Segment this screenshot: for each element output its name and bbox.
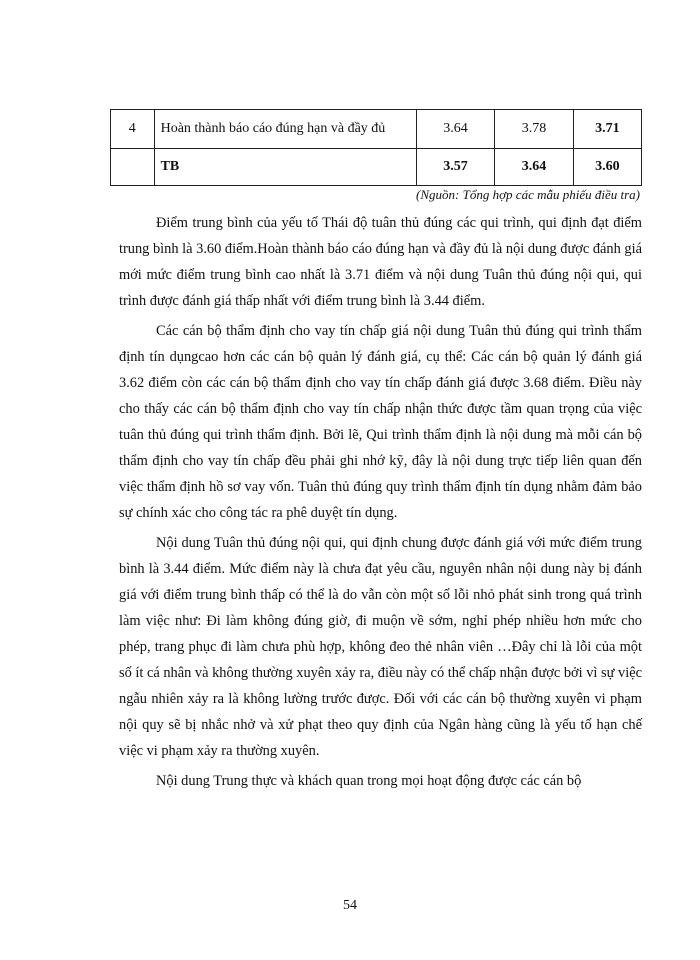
- row-number: 4: [111, 110, 155, 149]
- row-number: [111, 149, 155, 186]
- paragraph: Nội dung Tuân thủ đúng nội qui, qui định chung được đánh giá với mức điểm trung bình là 3.44 điểm. Mức điểm này là chưa đạt yêu cầu, nguyên nhân nội dung này bị đánh giá với điểm trung bình thấp có thể là do vẫn còn một số lỗi nhỏ phát sinh trong quá trình làm việc như: Đi làm không đúng giờ, đi muộn về sớm, nghỉ phép nhiều hơn mức cho phép, trang phục đi làm chưa phù hợp, không đeo thẻ nhân viên …Đây chỉ là lỗi của một số ít cá nhân và không thường xuyên xảy ra, điều này có thể chấp nhận được bởi vì sự việc ngẫu nhiên xảy ra là không lường trước được. Đối với các cán bộ thường xuyên vi phạm nội quy sẽ bị nhắc nhở và xử phạt theo quy định của Ngân hàng cũng là yếu tố hạn chế việc vi phạm xảy ra thường xuyên.: [119, 535, 642, 759]
- paragraph: Nội dung Trung thực và khách quan trong mọi hoạt động được các cán bộ: [156, 773, 582, 789]
- paragraph: Điểm trung bình của yếu tố Thái độ tuân thủ đúng các qui trình, qui định đạt điểm trung bình là 3.60 điểm.Hoàn thành báo cáo đúng hạn và đầy đủ là nội dung được đánh giá mới mức điểm trung bình cao nhất là 3.71 điểm và nội dung Tuân thủ đúng nội qui, qui trình được đánh giá thấp nhất với điểm trung bình là 3.44 điểm.: [119, 215, 642, 309]
- body-text: [119, 210, 642, 794]
- paragraph: Các cán bộ thẩm định cho vay tín chấp giá nội dung Tuân thủ đúng qui trình thẩm định tín dụngcao hơn các cán bộ quản lý đánh giá, cụ thể: Các cán bộ quản lý đánh giá 3.62 điểm còn các cán bộ thẩm định cho vay tín chấp đánh giá được 3.68 điểm. Điều này cho thấy các cán bộ thẩm định cho vay tín chấp nhận thức được tầm quan trọng của việc tuân thủ đúng qui trình thẩm định. Bởi lẽ, Qui trình thẩm định là nội dung mà mỗi cán bộ thẩm định cho vay tín chấp đều phải ghi nhớ kỹ, đây là nội dung trực tiếp liên quan đến việc thẩm định hồ sơ vay vốn. Tuân thủ đúng quy trình thẩm định tín dụng nhằm đảm bảo sự chính xác cho công tác ra phê duyệt tín dụng.: [119, 323, 642, 521]
- row-criterion: Hoàn thành báo cáo đúng hạn và đầy đủ: [154, 110, 416, 149]
- row-value-3: 3.71: [573, 110, 641, 149]
- row-value-3: 3.60: [573, 149, 641, 186]
- page-number: 54: [343, 898, 357, 913]
- table-row: [111, 149, 642, 186]
- table-row: [111, 110, 642, 149]
- score-table: [110, 109, 642, 186]
- row-value-2: 3.78: [495, 110, 574, 149]
- row-value-2: 3.64: [495, 149, 574, 186]
- row-value-1: 3.57: [416, 149, 495, 186]
- row-value-1: 3.64: [416, 110, 495, 149]
- source-note: (Nguồn: Tổng hợp các mẫu phiếu điều tra): [416, 187, 640, 202]
- row-criterion: TB: [154, 149, 416, 186]
